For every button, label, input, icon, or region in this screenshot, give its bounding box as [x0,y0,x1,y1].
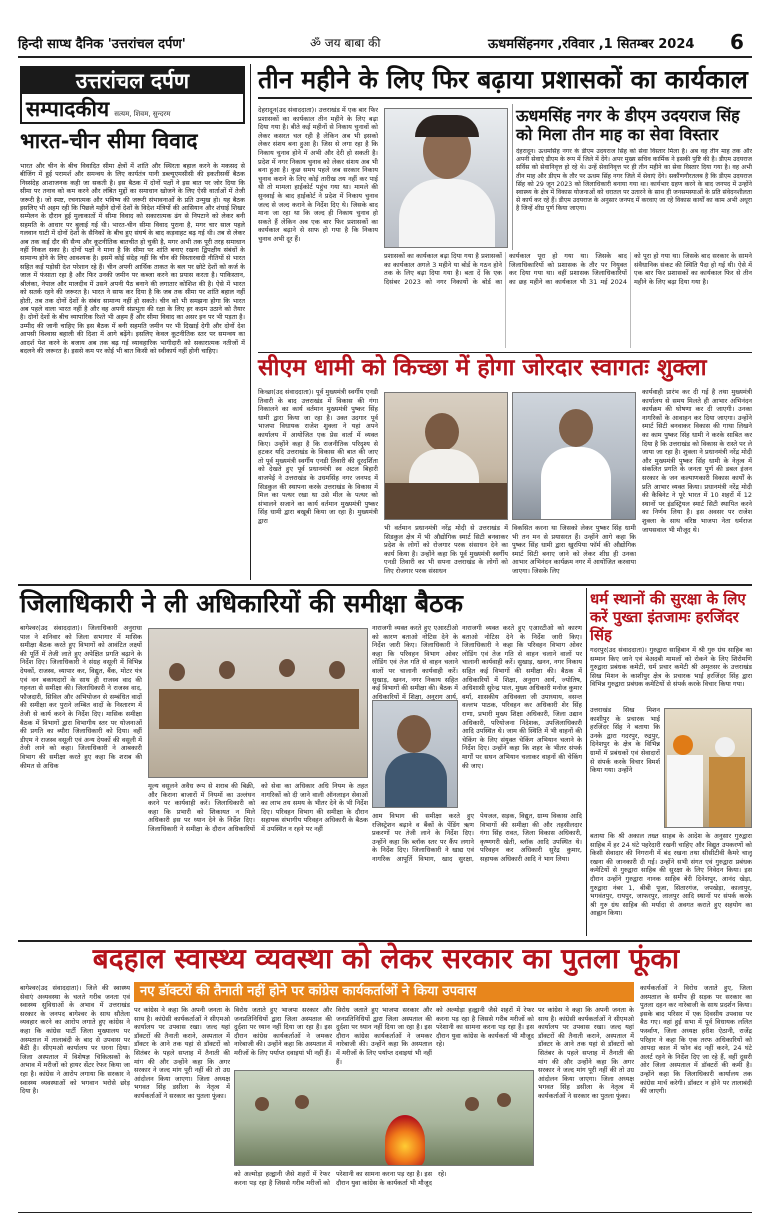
editorial-title: भारत-चीन सीमा विवाद [20,129,198,153]
official-portrait-photo [384,108,508,248]
dm-text: देहरादून। ऊधमसिंह नगर के डीएम उदयराज सिंह को सेवा विस्तार मिला है। अब वह तीन माह तक और अपनी सेवाएं डीएम के रूप में जिले में देंगे। अपर मुख्य सचिव कार्मिक ने इसकी पुष्टि की है। डीएम उदयराज सर्विस को सेवानिवृत्त हो रहे थे। उन्हें सेवानिवृत्त पर ही तीन महीने का सेवा विस्तार दिया गया है। वह अभी तीन माह और डीएम के तौर पर ऊधम सिंह नगर जिले में सेवाएं देंगे। सकौंणगौरतलब है कि डीएम उदयराज सिंह को 29 जून 2023 को जिलाधिकारी बनाया गया था। कार्यभार ग्रहण करने के बाद जनपद में उन्होंने स्वास्थ्य के क्षेत्र में विकास योजनाओं को धरातल पर उतारने के साथ ही जनसमस्याओं के प्रति संवेदनशीलता से कार्य कर रहे हैं। डीएम उदयराज के अनुसार जनपद में करवाए जा रहे विकास कार्यों का काम अभी अधूरा है जिन्हें शीघ्र पूर्ण किया जाएगा। [516,148,752,213]
place-date: ऊधमसिंहनगर ,रविवार ,1 सितम्बर 2024 [488,37,695,52]
religious-text-side: उत्तराखंड सिख मिशन काशीपुर के प्रचारक भाई हरजिंदर सिंह ने बताया कि उनके द्वारा गदरपुर, रुद्रपुर, दिनेशपुर के क्षेत्र के विभिन्न ग्रामों में प्रबंधकों एवं सेवादारों से संपर्क करके विचार विमर्श किया गया। उन्होंने [590,706,660,775]
cm-press-photo-right [512,392,636,520]
religious-text-bottom: बताया कि श्री अकाल तख्त साहब के आदेश के अनुसार गुरुद्वारा साहिब में हर 24 घंटे पहरेदारी रखनी चाहिए और विद्युत उपकरणों को किसी सेवादार की निगरानी में बंद रखना तथा सीसीटीवी कैमरे चालू रखना की जानकारी दी गई। उन्होंने सभी संगत एवं गुरुद्वारा प्रबंधक कमेटियों से गुरुद्वारा साहिब की सुरक्षा के लिए निवेदन किया। इस दौरान उन्होंने गुरुद्वारा नानक साहिब बेरी दिनेशपुर, आनंद खेड़ा, गुरुद्वारा नंबर 1, बीबी पूजा, सितारगंज, जपखेड़ा, कालापुर, भगवंतपुर, रायपुर, जाफरपुर, लालपुर आदि स्थानों पर संपर्क करके श्री गुरु ग्रंथ साहिब की मर्यादा से अवगत कराते हुए सहयोग का आह्वान किया। [590,832,752,918]
collector-headline: जिलाधिकारी ने ली अधिकारियों की समीक्षा बैठक [20,589,463,618]
meeting-photo [148,628,368,778]
editorial-divider [250,64,251,580]
health-subhead: नए डॉक्टरों की तैनाती नहीं होने पर कांग्रेस कार्यकर्ताओं ने किया उपवास [140,984,477,999]
health-text-right: कार्यकर्ताओं ने विरोध जताते हुए, जिला अस्पताल के समीप ही सड़क पर सरकार का पुतला दहन कर नारेबाजी के साथ प्रदर्शन किया। इसके बाद परिसर में एक दिवसीय उपवास पर बैठ गए। वहां हुई सभा में पूर्व विधायक ललित फर्स्वाण, जिला अध्यक्ष हरीश ऐठानी, राजेंद्र परिहार ने कहा कि एक तरफ अधिकारियों को आपदा काल में फोन बंद नहीं करने, 24 घंटे अलर्ट रहने के निर्देश दिए जा रहे हैं, वहीं दूसरी ओर जिला अस्पताल में डॉक्टरों की कमी है। उन्होंने कहा कि जिलाधिकारी कार्यालय तक कांग्रेस मार्च करेगी। डॉक्टर न होने पर तालाबंदी की जाएगी। [640,984,752,1096]
dm-headline: ऊधमसिंह नगर के डीएम उदयराज सिंह को मिला तीन माह का सेवा विस्तार [516,106,740,144]
page-number: 6 [730,30,744,54]
cm-text-right: कार्यवाही प्रारंभ कर दी गई है तथा मुख्यमंत्री कार्यालय से समय मिलते ही आभार अभिनंदन कार्यक्रम की घोषणा कर दी जाएगी। उनका नागरिकों के आवाहन कर दिया जाएगा। उन्होंने स्मार्ट सिटी बनवाकर विकास की गाथा लिखने का काम पुष्कर सिंह धामी ने करके साबित कर दिया है कि उत्तराखंड को विकास के रास्ते पर ले जाया जा रहा है। शुक्ला ने प्रधानमंत्री नरेंद्र मोदी और मुख्यमंत्री पुष्कर सिंह धामी के नेतृत्व में संकलित प्रगति के जनता पूर्ण की डबल इंजन सरकार के जन कल्याणकारी विकास कार्यों के प्रति आभार व्यक्त किया। प्रधानमंत्री नरेंद्र मोदी की कैबिनेट ने पूरे भारत में 10 शहरों में 12 स्थानों पर इंडस्ट्रियल स्मार्ट सिटी स्थापित करने का निर्णय लिया है। इस अवसर पर राजेश शुक्ला के साथ वरिष्ठ भाजपा नेता धर्मराज जायसवाल भी मौजूद थे। [642,388,752,534]
religious-headline: धर्म स्थानों की सुरक्षा के लिए करें पुख्ता इंतजामः हरजिंदर सिंह [590,590,746,644]
editorial-section: सम्पादकीय [26,97,110,121]
editorial-motto: सत्यम, शिवम, सुन्दरम [114,110,171,118]
collector-text-a: बागेश्वर(उद संवाददाता)। जिलाधिकारी अनुराधा पाल ने शनिवार को जिला सभागार में मासिक समीक्षा बैठक करते हुए विभागों को आवंटित लक्ष्यों की पूर्ति में तेजी लाते हुए अपेक्षित प्रगति बढ़ाने के निर्देश दिए। जिलाधिकारी ने संग्रह वसूली में विभिन्न देयकों, राजस्व, व्यापार कर, विद्युत, बैंक, मोटर यंत्र एवं वन बकायदारों के साथ ही राजस्व वाद की गहनता से समीक्षा की। जिलाधिकारी ने राजस्व वाद, फौजदारी, सिविल और अभियोजन से सम्बंधित वादों की समीक्षा कर पुराने लम्बित वादों के निस्तारण में तेजी से कार्य करने के निर्देश दिए। मासिक समीक्षा बैठक में विभागों द्वारा विभागीय स्तर पर योजनाओं की प्रगति का ब्यौरा जिलाधिकारी को दिया। वहीं डीएम ने राजस्व वसूली एवं अन्य देयकों की वसूली में तेजी लाने को कहा। जिलाधिकारी ने आबकारी विभाग की समीक्षा करते हुए कहा कि शराब की कीमत से अधिक [20,624,142,770]
masthead-rule [18,56,752,58]
religious-photo [664,708,752,828]
collector-text-d: आम विभाग की समीक्षा करते हुए रजिस्ट्रेशन बढ़ाने व बैंकों के पेंडिंग ऋण प्रकरणों पर तेजी लाने के निर्देश दिए। उन्होंने कहा कि ब्लॉक स्तर पर कैंप लगाने के निर्देश दिए। जिलाधिकारी ने खाद्य एवं नागरिक आपूर्ति विभाग, खाद सुरक्षा, पेयजल, सड़क, विद्युत, ग्राम्य विकास आदि विभागों की समीक्षा की और तहसीलदार गंगा सिंह रावत, जिला विकास अधिकारी, कृष्णगरी खेती, ब्लॉक आदि उपस्थित थे। परिवहन कर अधिकारी सुरेंद्र कुमार, सहायक अधिकारी आदि ने भाग लिया। [372,812,582,863]
collector-text-c: नाराजगी व्यक्त करते हुए एआरटीओ को कारण बताओ नोटिस देने के निर्देश जारी किए। जिलाधिकारी ने कहा कि परिवहन विभाग ओवर लोडिंग एवं तेज गति से वाहन चलाने वालों पर चालानी कार्यवाही करें। सुखाड़, खनन, नगर निकाय सहित कई विभागों की समीक्षा की। बैठक में अधिकारियों में शिक्षा, अनुराग आर्य, [372,624,458,700]
slogan: ॐ जय बाबा की [310,36,381,50]
effigy-protest-photo [234,1070,534,1166]
cm-text-left: किच्छा(उद संवाददाता)। पूर्व मुख्यमंत्री स्वर्गीय एनडी तिवारी के बाद उत्तराखंड में विकास की गंगा निकालने का कार्य वर्तमान मुख्यमंत्री पुष्कर सिंह धामी द्वारा किया जा रहा है। उक्त उदगार पूर्व भाजपा विधायक राजेश शुक्ला ने यहां अपने कार्यालय में आयोजित एक प्रेस वार्ता में व्यक्त किए। उन्होंने कहा है कि राजनीतिक परिदृश्य से हटकर यदि उत्तराखंड के विकास की बात की जाए तो पूर्व मुख्यमंत्री स्वर्गीय एनडी तिवारी की दूरदर्शिता को देखते हुए पूर्व प्रधानमंत्री स्व अटल बिहारी वाजपेई ने उत्तराखंड के उधमसिंह नगर जनपद में सिडकुल की स्थापना करके उत्तराखंड के विकास में मिल का पत्थर रखा था उसे मील के पत्थर को संभालने सजाने का कार्य वर्तमान मुख्यमंत्री पुष्कर सिंह धामी द्वारा बखूबी किया जा रहा है। मुख्यमंत्री द्वारा [258,388,378,525]
health-text-m4: विरोध जताते हुए भाजपा सरकार और जनप्रतिनिधियों द्वारा जिला अस्पताल की दुर्दशा पर ध्यान नहीं दिया जा रहा है। इस दौरान कांग्रेस कार्यकर्ताओं ने जमकर नारेबाजी की। उन्होंने कहा कि अस्पताल में मरीजों के लिए पर्याप्त दवाइयां भी नहीं हैं। [336,1006,432,1066]
health-text-col6: पर कांग्रेस ने कहा कि अपनी जनता के साथ है। कांग्रेसी कार्यकर्ताओं ने सीएमओ कार्यालय पर उपवास रखा। जल्द यहां डॉक्टरों की तैनाती कराने, अस्पताल में डॉक्टर के आने तक यहां से डॉक्टरों को सितंबर के पहले सप्ताह में तैनाती की मांग की और उन्होंने कहा कि अगर सरकार ने जल्द मांग पूरी नहीं की तो उग्र आंदोलन किया जाएगा। जिला अध्यक्ष भगवत सिंह डसीला के नेतृत्व में कार्यकर्ताओं ने सरकार का पुतला फूंका। [538,1006,634,1100]
collector-text-b: मूल्य वसूलने अवैध रूप से शराब की बिक्री, और किराना बाजारों में नियमों का उल्लंघन करने पर कार्यवाही करें। जिलाधिकारी को कहा कि प्रभारी को शिकायत न मिले अधिकारी इस पर ध्यान देने के निर्देश दिए। जिलाधिकारी ने समीक्षा के दौरान अधिकारियों को सेवा का अधिकार अधि नियम के तहत नागरिकों को दी जाने वाली ऑनलाइन सेवाओं का लाभ तय समय के भीतर देने के भी निर्देश दिए। परिवहन विभाग की समीक्षा के दौरान सहायक संभागीय परिवहन अधिकारी के बैठक में उपस्थित न रहने पर नहीं [148,782,368,833]
editorial-text: भारत और चीन के बीच विवादित सीमा क्षेत्रों में शांति और स्थिरता बहाल करने के मकसद से बीजिंग में हुई परामर्श और समन्वय के लिए कार्यतंत्र यानी डब्ल्यूएमसीसी की इकतीसवीं बैठक निस्संदेह आशाजनक कही जा सकती है। इस बैठक में दोनों पक्षों ने इस बात पर जोर दिया कि सीमा पर तनाव को कम करने और लंबित मुद्दों का समाधान खोजने के लिए ऐसी वार्ताओं में तेजी जरूरी है। जो स्पष्ट, रचनात्मक और भविष्य की जरूरी संभावनाओं के प्रति उन्मुख हो। यह बैठक इसलिए भी अहम रही कि पिछले महीने दोनों देशों के विदेश मंत्रियों की आसियान और शंघाई शिखर सम्मेलन के दौरान हुई मुलाकातों में सीमा विवाद को सकारात्मक ढंग से निपटाने को लेकर बनी सहमति के आधार पर बुलाई गई थी। भारत-चीन सीमा विवाद पुराना है, मगर चार साल पहले गलवान घाटी में दोनों देशों के सैनिकों के बीच हुए संघर्ष के बाद कड़वाहट बढ़ गई थी। तब से लेकर अब तक कई दौर की सैन्य और कूटनीतिक बातचीत हो चुकी है, मगर अभी तक पूरी तरह समाधान नहीं निकल सका है। दोनों पक्षों ने माना है कि सीमा पर शांति बनाए रखना द्विपक्षीय संबंधों के सामान्य होने के लिए आवश्यक है। इसमें कोई संदेह नहीं कि चीन की विस्तारवादी नीतियों से भारत सहित कई पड़ोसी देश परेशान रहे हैं। चीन अपनी आर्थिक ताकत के बल पर छोटे देशों को कर्ज के जाल में फंसाता रहा है और फिर उनकी जमीन पर कब्जा करने का प्रयास करता है। पाकिस्तान, श्रीलंका, नेपाल और मालदीव में उसने अपनी पैठ बनाने की लगातार कोशिश की है। ऐसे में भारत को सतर्क रहने की जरूरत है। भारत ने साफ कर दिया है कि जब तक सीमा पर शांति बहाल नहीं होती, तब तक दोनों देशों के संबंध सामान्य नहीं हो सकते। चीन को भी समझना होगा कि भारत अब पहले वाला भारत नहीं है और वह अपनी संप्रभुता की रक्षा के लिए हर कदम उठाने को तैयार है। दोनों देशों के बीच व्यापारिक रिश्ते भी अहम हैं और सीमा विवाद का असर इन पर भी पड़ता है। उम्मीद की जानी चाहिए कि इस बैठक में बनी सहमति जमीन पर भी दिखाई देगी और दोनों देश आपसी विश्वास बहाली की दिशा में आगे बढ़ेंगे। इसलिए केवल कूटनीतिक स्तर पर समन्वय का आदर्श पेश करने के बजाय अब तक बढ़ गई व्यावहारिक भागीदारी को सकारात्मक नतीजों में बदलने की जरूरत है। इससे कम पर कोई भी बात किसी को स्वीकार्य नहीं होनी चाहिए। [20,162,245,355]
health-subhead-banner [134,982,634,1002]
religious-text-top: गदरपुर(उद संवाददाता)। गुरुद्वारा साहिबान में श्री गुरु ग्रंथ साहिब का सम्मान किए जाने एवं बेअदबी मामलों को रोकने के लिए शिरोमणि गुरुद्वारा प्रबंधक कमेटी, धर्म प्रचार कमेटी श्री अमृतसर के उत्तराखंड सिख मिशन के काशीपुर क्षेत्र के प्रचारक भाई हरजिंदर सिंह द्वारा विभिन्न गुरुद्वारा प्रबंधक कमेटियों से संपर्क करके विचार किया गया। [590,646,752,689]
health-text-left: बागेश्वर(उद संवाददाता)। जिले की स्वास्थ्य सेवाएं अव्यवस्था के चलते गरीब जनता एवं स्वास्थ्य सुविधाओं के अभाव में उत्तराखंड सरकार के जनपद बागेश्वर के साथ सौतेला व्यवहार करने का आरोप लगाते हुए कांग्रेस ने कहा कि कांग्रेस पार्टी जिला मुख्यालय पर अस्पताल में तालाबंदी के बाद से उपवास पर बैठी है। सीएमओ कार्यालय पर धरना दिया। जिला अस्पताल में विशेषज्ञ चिकित्सकों के अभाव में मरीजों को हायर सेंटर रेफर किया जा रहा है। कांग्रेस ने आरोप लगाया कि सरकार ने स्वास्थ्य व्यवस्थाओं को भगवान भरोसे छोड़ दिया है। [20,984,130,1096]
health-text-m3: को अल्मोड़ा हल्द्वानी जैसे शहरों में रेफर करना पड़ रहा है जिससे गरीब मरीजों को परेशानी का सामना करना पड़ रहा है। इस दौरान युवा कांग्रेस के कार्यकर्ता भी मौजूद रहे। [234,1170,447,1187]
health-headline: बदहाल स्वास्थ्य व्यवस्था को लेकर सरकार का पुतला फूंका [92,942,680,975]
cm-press-photo-left [384,392,508,520]
health-text-m2: विरोध जताते हुए भाजपा सरकार और जनप्रतिनिधियों द्वारा जिला अस्पताल की दुर्दशा पर ध्यान नहीं दिया जा रहा है। इस दौरान कांग्रेस कार्यकर्ताओं ने जमकर नारेबाजी की। उन्होंने कहा कि अस्पताल में मरीजों के लिए पर्याप्त दवाइयां भी नहीं हैं। [234,1006,332,1057]
health-text-m5: को अल्मोड़ा हल्द्वानी जैसे शहरों में रेफर करना पड़ रहा है जिससे गरीब मरीजों को परेशानी का सामना करना पड़ रहा है। इस दौरान युवा कांग्रेस के कार्यकर्ता भी मौजूद रहे। [436,1006,534,1049]
health-text-m1: पर कांग्रेस ने कहा कि अपनी जनता के साथ है। कांग्रेसी कार्यकर्ताओं ने सीएमओ कार्यालय पर उपवास रखा। जल्द यहां डॉक्टरों की तैनाती कराने, अस्पताल में डॉक्टर के आने तक यहां से डॉक्टरों को सितंबर के पहले सप्ताह में तैनाती की मांग की और उन्होंने कहा कि अगर सरकार ने जल्द मांग पूरी नहीं की तो उग्र आंदोलन किया जाएगा। जिला अध्यक्ष भगवत सिंह डसीला के नेतृत्व में कार्यकर्ताओं ने सरकार का पुतला फूंका। [134,1006,230,1100]
cm-headline: सीएम धामी को किच्छा में होगा जोरदार स्वागतः शुक्ला [258,355,707,381]
editorial-brand: उत्तरांचल दर्पण [75,69,190,93]
cm-text-mid: भी वर्तमान प्रधानमंत्री नरेंद्र मोदी से उत्तराखंड में सिडकुल क्षेत्र में भी औद्योगिक स्मार्ट सिटी बनवाकर प्रदेश के लोगों को रोजगार परक संसाधन देने का कार्य किया है। उन्होंने कहा कि पूर्व मुख्यमंत्री स्वर्गीय एनडी तिवारी का भी सपना उत्तराखंड के लोगों को लिए रोजगार परक संसाधन [384,524,508,575]
editorial-brand-box [20,66,245,124]
collector-text-e: नाराजगी व्यक्त करते हुए एआरटीओ को कारण बताओ नोटिस देने के निर्देश जारी किए। जिलाधिकारी ने कहा कि परिवहन विभाग ओवर लोडिंग एवं तेज गति से वाहन चलाने वालों पर चालानी कार्यवाही करें। सुखाड़, खनन, नगर निकाय सहित कई विभागों की समीक्षा की। बैठक में अधिकारियों में शिक्षा, अनुराग आर्य, ज्योतिष, अधिशासी सुरेन्द्र पाल, मुख्य अधिकारी मनोज कुमार वर्मा, शासकीय अधिवक्ता जी उपाध्याय, वसन्त वल्लभ पाठक, परिवहन कर अधिकारी शेर सिंह राणा, प्रभारी मुख्य शिक्षा अधिकारी, जिला उद्यान अधिकारी, परियोजना निदेशक, उपजिलाधिकारी आदि उपस्थित थे। जाम की स्थिति में भी वाहनों की चेकिंग के लिए संयुक्त चेकिंग अभियान चलाने के निर्देश दिए। उन्होंने कहा कि शहर के भीतर संपर्क मार्गों पर सघन अभियान चलाकर वाहनों की चेकिंग की जाए। [462,624,582,770]
masthead [18,32,752,54]
lead-text-bottom: प्रशासकों का कार्यकाल बढ़ा दिया गया है प्रशासकों का कार्यकाल अगले 3 महीने या बोर्ड के गठन होने तक के लिए बढ़ा दिया गया है। बता दें कि एक दिसंबर 2023 को नगर निकायों के बोर्ड का कार्यकाल पूरा हो गया था। जिसके बाद जिलाधिकारियों को प्रशासक के तौर पर नियुक्त कर दिया गया था। वहीं प्रशासक जिलाधिकारियों का छह महीने का कार्यकाल भी 31 मई 2024 को पूरा हो गया था। जिसके बाद सरकार के सामने संवैधानिक संकट की स्थिति पैदा हो गई थी। ऐसे में एक बार फिर प्रशासकों का कार्यकाल फिर से तीन महीने के लिए बढ़ा दिया गया है। [384,252,752,286]
lead-text-left: देहरादून(उद संवाददाता)। उत्तराखंड में एक बार फिर प्रशासकों का कार्यकाल तीन महीने के लिए बढ़ा दिया गया है। बीते कई महीनों से निकाय चुनावों को लेकर कसरत चल रही है लेकिन अब भी इसको लेकर संशय बना हुआ है। जिस से लगा रहा है कि निकाय चुनाव होने में अभी और देरी हो सकती है। प्रदेश में नगर निकाय चुनाव को लेकर संशय अब भी बना हुआ है। कुछ समय पहले जब सरकार निकाय चुनाव कराने के लिए कोई तारीख तय नहीं कर पाई थी तो मामला हाईकोर्ट पहुंच गया था। मामले की सुनवाई के बाद हाईकोर्ट ने प्रदेश में निकाय चुनाव जल्द से जल्द कराने के निर्देश दिए थे। जिसके बाद माना जा रहा था कि जल्द ही निकाय चुनाव हो सकते हैं लेकिन अब एक बार फिर प्रशासकों का कार्यकाल बढ़ाने से साफ हो गया है कि निकाय चुनाव अभी दूर हैं। [258,106,378,243]
paper-name: हिन्दी साप्ध दैनिक 'उत्तरांचल दर्पण' [18,37,186,52]
collector-portrait-photo [372,700,458,808]
lead-headline: तीन महीने के लिए फिर बढ़ाया प्रशासकों का कार्यकाल [258,66,752,99]
cm-text-mid2: विकसित करना था जिसको लेकर पुष्कर सिंह धामी भी तन मन से प्रयासरत हैं। उन्होंने आगे कहा कि पुष्कर सिंह धामी द्वारा खुरपिया फॉर्म की औद्योगिक स्मार्ट सिटी बनाए जाने को लेकर शीघ्र ही उनका आभार अभिनंदन कार्यक्रम नगर में आयोजित करवाया जाएगा। जिसके लिए [512,524,636,575]
